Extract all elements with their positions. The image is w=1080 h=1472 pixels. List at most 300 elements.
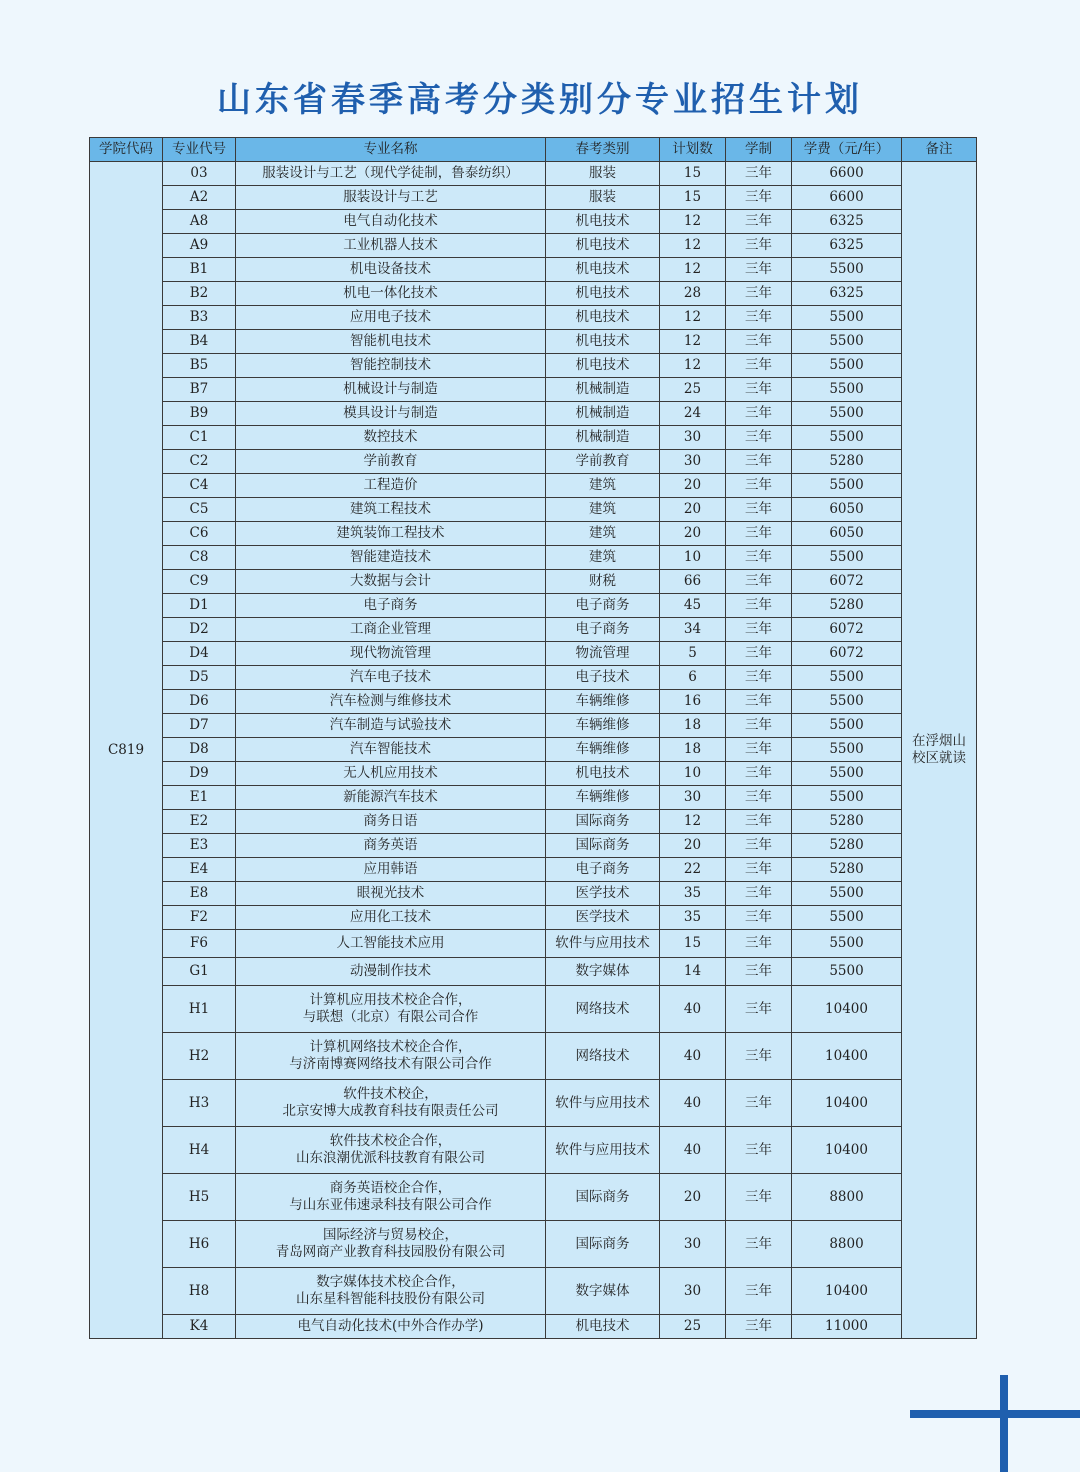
major-code-cell: H4 — [163, 1127, 236, 1174]
major-code-cell: K4 — [163, 1315, 236, 1339]
major-name-line: 商务英语校企合作， — [329, 1180, 452, 1196]
major-partner-line: 青岛网商产业教育科技园股份有限公司 — [275, 1244, 506, 1260]
duration-cell: 三年 — [726, 450, 792, 474]
exam-category-cell: 服装 — [546, 186, 660, 210]
major-code-cell: C8 — [163, 546, 236, 570]
major-code-cell: C2 — [163, 450, 236, 474]
table-row — [90, 570, 977, 594]
major-code-cell: B3 — [163, 306, 236, 330]
duration-cell: 三年 — [726, 618, 792, 642]
duration-cell: 三年 — [726, 234, 792, 258]
major-name-cell — [236, 450, 546, 474]
plan-count-cell: 25 — [660, 378, 726, 402]
major-name-line: 工程造价 — [363, 477, 418, 493]
plan-count-cell: 12 — [660, 210, 726, 234]
duration-cell: 三年 — [726, 282, 792, 306]
tuition-cell: 10400 — [792, 1033, 902, 1080]
exam-category-cell: 机械制造 — [546, 426, 660, 450]
exam-category-cell: 车辆维修 — [546, 690, 660, 714]
duration-cell: 三年 — [726, 186, 792, 210]
major-code-cell: D5 — [163, 666, 236, 690]
plan-count-cell: 20 — [660, 522, 726, 546]
major-name-line: 眼视光技术 — [356, 885, 425, 901]
plan-count-cell: 15 — [660, 930, 726, 958]
table-row — [90, 162, 977, 186]
exam-category-cell: 机电技术 — [546, 234, 660, 258]
table-row — [90, 1033, 977, 1080]
table-row — [90, 210, 977, 234]
major-partner-line: 山东浪潮优派科技教育有限公司 — [296, 1150, 485, 1166]
major-name-cell — [236, 402, 546, 426]
exam-category-cell: 网络技术 — [546, 1033, 660, 1080]
duration-cell: 三年 — [726, 1221, 792, 1268]
exam-category-cell: 电子技术 — [546, 666, 660, 690]
major-name-line: 新能源汽车技术 — [343, 789, 438, 805]
major-code-cell: G1 — [163, 958, 236, 986]
major-name-cell — [236, 618, 546, 642]
tuition-cell: 8800 — [792, 1174, 902, 1221]
plan-count-cell: 15 — [660, 162, 726, 186]
plan-count-cell: 12 — [660, 810, 726, 834]
header-duration: 学制 — [726, 138, 792, 162]
table-row — [90, 498, 977, 522]
exam-category-cell: 机电技术 — [546, 330, 660, 354]
duration-cell: 三年 — [726, 786, 792, 810]
exam-category-cell: 医学技术 — [546, 906, 660, 930]
major-name-line: 智能控制技术 — [350, 357, 431, 373]
major-name-line: 学前教育 — [363, 453, 418, 469]
plan-count-cell: 30 — [660, 786, 726, 810]
major-name-line: 机械设计与制造 — [343, 381, 438, 397]
table-header-row — [90, 138, 977, 162]
exam-category-cell: 车辆维修 — [546, 786, 660, 810]
major-name-line: 机电设备技术 — [350, 261, 431, 277]
major-name-line: 大数据与会计 — [350, 573, 431, 589]
plan-count-cell: 12 — [660, 330, 726, 354]
major-name-cell — [236, 186, 546, 210]
major-name-line: 电气自动化技术(中外合作办学) — [297, 1318, 484, 1334]
enrollment-plan-table — [89, 137, 977, 1339]
table-row — [90, 474, 977, 498]
table-row — [90, 330, 977, 354]
exam-category-cell: 物流管理 — [546, 642, 660, 666]
plan-count-cell: 12 — [660, 234, 726, 258]
table-row — [90, 546, 977, 570]
table-row — [90, 666, 977, 690]
major-name-line: 计算机网络技术校企合作， — [309, 1039, 472, 1055]
tuition-cell: 6072 — [792, 642, 902, 666]
table-row — [90, 306, 977, 330]
major-name-cell — [236, 666, 546, 690]
exam-category-cell: 国际商务 — [546, 810, 660, 834]
major-name-cell — [236, 378, 546, 402]
plan-count-cell: 22 — [660, 858, 726, 882]
major-name-cell — [236, 354, 546, 378]
major-name-cell — [236, 882, 546, 906]
duration-cell: 三年 — [726, 858, 792, 882]
table-row — [90, 858, 977, 882]
major-code-cell: D8 — [163, 738, 236, 762]
major-name-cell — [236, 714, 546, 738]
table-row — [90, 882, 977, 906]
major-name-cell — [236, 786, 546, 810]
table-row — [90, 402, 977, 426]
tuition-cell: 5500 — [792, 546, 902, 570]
major-name-line: 工业机器人技术 — [343, 237, 438, 253]
header-tuition: 学费（元/年） — [792, 138, 902, 162]
exam-category-cell: 国际商务 — [546, 1221, 660, 1268]
major-name-line: 工商企业管理 — [350, 621, 431, 637]
table-row — [90, 450, 977, 474]
major-name-line: 汽车智能技术 — [350, 741, 431, 757]
table-row — [90, 258, 977, 282]
exam-category-cell: 机电技术 — [546, 1315, 660, 1339]
major-name-line: 应用化工技术 — [350, 909, 431, 925]
exam-category-cell: 数字媒体 — [546, 958, 660, 986]
exam-category-cell: 车辆维修 — [546, 714, 660, 738]
major-code-cell: H3 — [163, 1080, 236, 1127]
duration-cell: 三年 — [726, 330, 792, 354]
plan-count-cell: 12 — [660, 306, 726, 330]
table-row — [90, 1221, 977, 1268]
major-name-cell — [236, 1127, 546, 1174]
major-name-line: 动漫制作技术 — [350, 963, 431, 979]
duration-cell: 三年 — [726, 738, 792, 762]
exam-category-cell: 学前教育 — [546, 450, 660, 474]
exam-category-cell: 机电技术 — [546, 258, 660, 282]
tuition-cell: 5500 — [792, 402, 902, 426]
duration-cell: 三年 — [726, 666, 792, 690]
major-code-cell: C1 — [163, 426, 236, 450]
major-name-cell — [236, 986, 546, 1033]
major-name-line: 建筑装饰工程技术 — [336, 525, 445, 541]
plan-count-cell: 18 — [660, 714, 726, 738]
major-name-cell — [236, 930, 546, 958]
major-name-line: 服装设计与工艺（现代学徒制，鲁泰纺织） — [262, 165, 519, 181]
duration-cell: 三年 — [726, 986, 792, 1033]
duration-cell: 三年 — [726, 522, 792, 546]
exam-category-cell: 电子商务 — [546, 594, 660, 618]
major-name-line: 建筑工程技术 — [350, 501, 431, 517]
major-name-cell — [236, 1268, 546, 1315]
duration-cell: 三年 — [726, 306, 792, 330]
plan-count-cell: 40 — [660, 1033, 726, 1080]
major-name-cell — [236, 858, 546, 882]
major-name-line: 软件技术校企， — [343, 1086, 438, 1102]
header-major-code: 专业代号 — [163, 138, 236, 162]
major-name-line: 汽车检测与维修技术 — [329, 693, 452, 709]
major-name-cell — [236, 642, 546, 666]
major-name-line: 商务日语 — [363, 813, 418, 829]
major-name-cell — [236, 834, 546, 858]
tuition-cell: 6325 — [792, 210, 902, 234]
exam-category-cell: 机电技术 — [546, 306, 660, 330]
plan-count-cell: 30 — [660, 1221, 726, 1268]
major-name-line: 智能机电技术 — [350, 333, 431, 349]
duration-cell: 三年 — [726, 210, 792, 234]
exam-category-cell: 网络技术 — [546, 986, 660, 1033]
major-name-cell — [236, 282, 546, 306]
major-name-cell — [236, 1033, 546, 1080]
tuition-cell: 5500 — [792, 426, 902, 450]
tuition-cell: 10400 — [792, 1127, 902, 1174]
header-plan-count: 计划数 — [660, 138, 726, 162]
exam-category-cell: 机电技术 — [546, 354, 660, 378]
plan-count-cell: 10 — [660, 762, 726, 786]
major-name-line: 模具设计与制造 — [343, 405, 438, 421]
plan-count-cell: 14 — [660, 958, 726, 986]
table-row — [90, 906, 977, 930]
table-row — [90, 186, 977, 210]
plan-count-cell: 20 — [660, 834, 726, 858]
plan-count-cell: 35 — [660, 906, 726, 930]
tuition-cell: 8800 — [792, 1221, 902, 1268]
exam-category-cell: 软件与应用技术 — [546, 1080, 660, 1127]
table-row — [90, 642, 977, 666]
major-name-cell — [236, 498, 546, 522]
tuition-cell: 6600 — [792, 162, 902, 186]
major-code-cell: E8 — [163, 882, 236, 906]
major-code-cell: D1 — [163, 594, 236, 618]
exam-category-cell: 机械制造 — [546, 378, 660, 402]
tuition-cell: 6050 — [792, 522, 902, 546]
table-row — [90, 738, 977, 762]
table-row — [90, 594, 977, 618]
major-name-line: 服装设计与工艺 — [343, 189, 438, 205]
major-code-cell: A2 — [163, 186, 236, 210]
tuition-cell: 5500 — [792, 474, 902, 498]
table-row — [90, 714, 977, 738]
major-code-cell: H6 — [163, 1221, 236, 1268]
major-name-cell — [236, 306, 546, 330]
tuition-cell: 5280 — [792, 858, 902, 882]
table-row — [90, 234, 977, 258]
table-row — [90, 810, 977, 834]
major-name-cell — [236, 1080, 546, 1127]
plan-count-cell: 30 — [660, 426, 726, 450]
exam-category-cell: 国际商务 — [546, 834, 660, 858]
major-name-cell — [236, 1221, 546, 1268]
tuition-cell: 10400 — [792, 1080, 902, 1127]
plan-count-cell: 5 — [660, 642, 726, 666]
major-name-cell — [236, 210, 546, 234]
exam-category-cell: 软件与应用技术 — [546, 1127, 660, 1174]
exam-category-cell: 车辆维修 — [546, 738, 660, 762]
major-partner-line: 北京安博大成教育科技有限责任公司 — [282, 1103, 499, 1119]
header-exam-category: 春考类别 — [546, 138, 660, 162]
major-name-cell — [236, 474, 546, 498]
exam-category-cell: 医学技术 — [546, 882, 660, 906]
major-name-line: 国际经济与贸易校企， — [323, 1227, 458, 1243]
major-name-line: 人工智能技术应用 — [336, 935, 445, 951]
duration-cell: 三年 — [726, 498, 792, 522]
plan-count-cell: 15 — [660, 186, 726, 210]
duration-cell: 三年 — [726, 834, 792, 858]
table-row — [90, 282, 977, 306]
major-name-cell — [236, 810, 546, 834]
exam-category-cell: 软件与应用技术 — [546, 930, 660, 958]
major-name-line: 现代物流管理 — [350, 645, 431, 661]
tuition-cell: 5500 — [792, 738, 902, 762]
tuition-cell: 5500 — [792, 882, 902, 906]
tuition-cell: 6325 — [792, 282, 902, 306]
tuition-cell: 5500 — [792, 354, 902, 378]
major-partner-line: 与山东亚伟速录科技有限公司合作 — [289, 1197, 492, 1213]
duration-cell: 三年 — [726, 1033, 792, 1080]
major-name-line: 智能建造技术 — [350, 549, 431, 565]
exam-category-cell: 服装 — [546, 162, 660, 186]
exam-category-cell: 建筑 — [546, 474, 660, 498]
major-code-cell: 03 — [163, 162, 236, 186]
tuition-cell: 5500 — [792, 378, 902, 402]
plan-count-cell: 10 — [660, 546, 726, 570]
tuition-cell: 5500 — [792, 786, 902, 810]
major-name-cell — [236, 594, 546, 618]
major-code-cell: H1 — [163, 986, 236, 1033]
major-name-line: 电气自动化技术 — [343, 213, 438, 229]
major-code-cell: C5 — [163, 498, 236, 522]
duration-cell: 三年 — [726, 1127, 792, 1174]
major-name-cell — [236, 690, 546, 714]
exam-category-cell: 建筑 — [546, 498, 660, 522]
major-code-cell: E2 — [163, 810, 236, 834]
major-code-cell: E1 — [163, 786, 236, 810]
major-partner-line: 山东星科智能科技股份有限公司 — [296, 1291, 485, 1307]
duration-cell: 三年 — [726, 690, 792, 714]
plan-count-cell: 12 — [660, 258, 726, 282]
duration-cell: 三年 — [726, 426, 792, 450]
major-code-cell: F2 — [163, 906, 236, 930]
tuition-cell: 5500 — [792, 958, 902, 986]
plan-count-cell: 24 — [660, 402, 726, 426]
plan-count-cell: 16 — [660, 690, 726, 714]
duration-cell: 三年 — [726, 354, 792, 378]
duration-cell: 三年 — [726, 810, 792, 834]
header-college-code: 学院代码 — [90, 138, 163, 162]
tuition-cell: 5500 — [792, 306, 902, 330]
major-name-line: 软件技术校企合作， — [329, 1133, 452, 1149]
major-name-line: 商务英语 — [363, 837, 418, 853]
duration-cell: 三年 — [726, 930, 792, 958]
duration-cell: 三年 — [726, 570, 792, 594]
major-name-cell — [236, 738, 546, 762]
tuition-cell: 5500 — [792, 666, 902, 690]
major-code-cell: C4 — [163, 474, 236, 498]
tuition-cell: 11000 — [792, 1315, 902, 1339]
tuition-cell: 5280 — [792, 450, 902, 474]
duration-cell: 三年 — [726, 642, 792, 666]
plan-count-cell: 40 — [660, 986, 726, 1033]
major-name-cell — [236, 426, 546, 450]
tuition-cell: 5500 — [792, 714, 902, 738]
tuition-cell: 5280 — [792, 810, 902, 834]
major-code-cell: B7 — [163, 378, 236, 402]
duration-cell: 三年 — [726, 162, 792, 186]
major-code-cell: B5 — [163, 354, 236, 378]
major-name-line: 机电一体化技术 — [343, 285, 438, 301]
major-code-cell: E4 — [163, 858, 236, 882]
duration-cell: 三年 — [726, 474, 792, 498]
major-name-cell — [236, 330, 546, 354]
major-name-cell — [236, 234, 546, 258]
major-code-cell: C9 — [163, 570, 236, 594]
major-code-cell: D7 — [163, 714, 236, 738]
plan-count-cell: 20 — [660, 498, 726, 522]
major-partner-line: 与济南博赛网络技术有限公司合作 — [289, 1056, 492, 1072]
table-row — [90, 786, 977, 810]
major-name-cell — [236, 522, 546, 546]
tuition-cell: 5500 — [792, 330, 902, 354]
duration-cell: 三年 — [726, 882, 792, 906]
table-row — [90, 690, 977, 714]
tuition-cell: 6600 — [792, 186, 902, 210]
major-name-line: 电子商务 — [363, 597, 418, 613]
exam-category-cell: 机电技术 — [546, 762, 660, 786]
duration-cell: 三年 — [726, 594, 792, 618]
duration-cell: 三年 — [726, 1174, 792, 1221]
tuition-cell: 10400 — [792, 1268, 902, 1315]
major-name-line: 数控技术 — [363, 429, 418, 445]
plan-count-cell: 20 — [660, 474, 726, 498]
major-name-cell — [236, 162, 546, 186]
tuition-cell: 5500 — [792, 930, 902, 958]
exam-category-cell: 机电技术 — [546, 282, 660, 306]
major-name-line: 应用韩语 — [363, 861, 418, 877]
major-code-cell: E3 — [163, 834, 236, 858]
major-code-cell: D4 — [163, 642, 236, 666]
table-row — [90, 1315, 977, 1339]
major-code-cell: B1 — [163, 258, 236, 282]
major-name-cell — [236, 958, 546, 986]
table-row — [90, 426, 977, 450]
duration-cell: 三年 — [726, 714, 792, 738]
exam-category-cell: 建筑 — [546, 522, 660, 546]
major-name-line: 汽车制造与试验技术 — [329, 717, 452, 733]
plan-count-cell: 30 — [660, 450, 726, 474]
plan-count-cell: 34 — [660, 618, 726, 642]
exam-category-cell: 机电技术 — [546, 210, 660, 234]
table-row — [90, 618, 977, 642]
header-major-name: 专业名称 — [236, 138, 546, 162]
plan-count-cell: 28 — [660, 282, 726, 306]
header-remark: 备注 — [902, 138, 977, 162]
table-row — [90, 378, 977, 402]
decorative-cross-stem — [1000, 1375, 1008, 1472]
plan-count-cell: 20 — [660, 1174, 726, 1221]
major-code-cell: B9 — [163, 402, 236, 426]
major-partner-line: 与联想（北京）有限公司合作 — [302, 1009, 479, 1025]
major-code-cell: D9 — [163, 762, 236, 786]
table-row — [90, 958, 977, 986]
major-name-cell — [236, 258, 546, 282]
major-name-line: 应用电子技术 — [350, 309, 431, 325]
major-name-cell — [236, 1315, 546, 1339]
table-row — [90, 1268, 977, 1315]
major-code-cell: H5 — [163, 1174, 236, 1221]
major-code-cell: H8 — [163, 1268, 236, 1315]
major-code-cell: D2 — [163, 618, 236, 642]
duration-cell: 三年 — [726, 1080, 792, 1127]
exam-category-cell: 建筑 — [546, 546, 660, 570]
major-code-cell: H2 — [163, 1033, 236, 1080]
remark-cell: 在浮烟山校区就读 — [902, 162, 977, 1339]
exam-category-cell: 电子商务 — [546, 618, 660, 642]
table-row — [90, 522, 977, 546]
major-code-cell: A9 — [163, 234, 236, 258]
plan-count-cell: 40 — [660, 1127, 726, 1174]
tuition-cell: 6325 — [792, 234, 902, 258]
tuition-cell: 6072 — [792, 570, 902, 594]
